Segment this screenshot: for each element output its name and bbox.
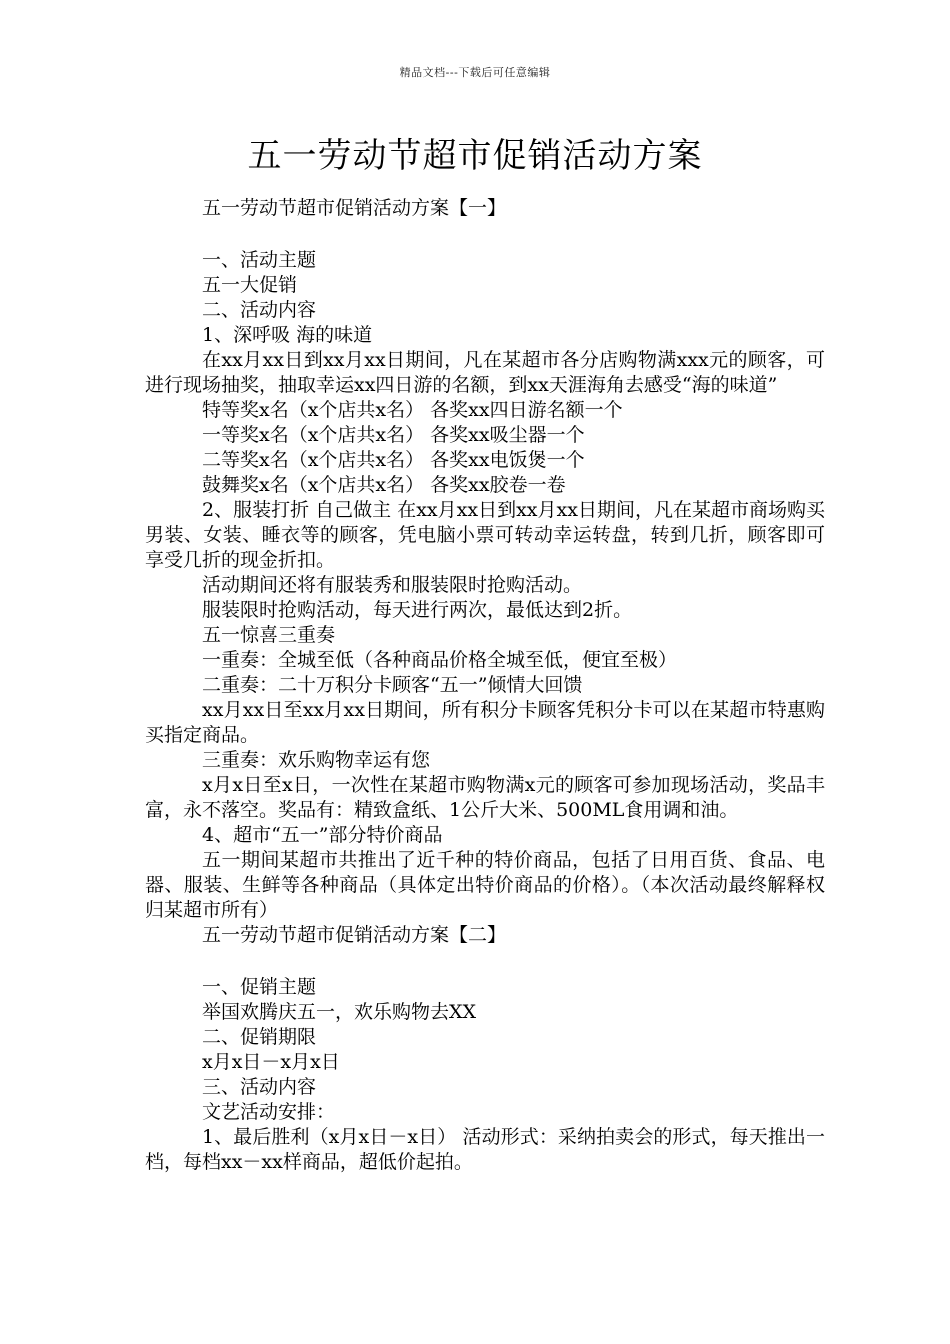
paragraph: 三重奏：欢乐购物幸运有您 (202, 749, 431, 771)
paragraph: 二、促销期限 (202, 1026, 317, 1048)
paragraph: 五一劳动节超市促销活动方案【二】 (202, 924, 507, 946)
paragraph: 服装限时抢购活动，每天进行两次，最低达到2折。 (202, 599, 633, 621)
paragraph: 鼓舞奖x名（x个店共x名） 各奖xx胶卷一卷 (202, 474, 566, 496)
paragraph: 1、最后胜利（x月x日－x日） 活动形式：采纳拍卖会的形式，每天推出一档，每档xx－xx样商品，超低价起拍。 (145, 1126, 825, 1173)
paragraph: 一重奏：全城至低（各种商品价格全城至低，便宜至极） (202, 649, 678, 671)
paragraph: 五一期间某超市共推出了近千种的特价商品，包括了日用百货、食品、电器、服装、生鲜等各种商品（具体定出特价商品的价格）。（本次活动最终解释权归某超市所有） (145, 849, 825, 921)
document-body (145, 196, 825, 1175)
blank-line (145, 221, 825, 248)
paragraph: 二重奏：二十万积分卡顾客“五一”倾情大回馈 (202, 674, 583, 696)
paragraph: 五一劳动节超市促销活动方案【一】 (202, 197, 507, 219)
paragraph: 二、活动内容 (202, 299, 317, 321)
paragraph: 举国欢腾庆五一，欢乐购物去XX (202, 1001, 477, 1023)
paragraph: 1、深呼吸 海的味道 (202, 324, 373, 346)
paragraph: 4、超市“五一”部分特价商品 (202, 824, 443, 846)
paragraph: 一、促销主题 (202, 976, 317, 998)
paragraph: 2、服装打折 自己做主 在xx月xx日到xx月xx日期间，凡在某超市商场购买男装、女装、睡衣等的顾客，凭电脑小票可转动幸运转盘，转到几折，顾客即可享受几折的现金折扣。 (145, 499, 825, 571)
paragraph: 一、活动主题 (202, 249, 317, 271)
paragraph: 文艺活动安排： (202, 1101, 336, 1123)
paragraph: xx月xx日至xx月xx日期间，所有积分卡顾客凭积分卡可以在某超市特惠购买指定商品。 (145, 699, 825, 746)
paragraph: 一等奖x名（x个店共x名） 各奖xx吸尘器一个 (202, 424, 585, 446)
paragraph: x月x日至x日，一次性在某超市购物满x元的顾客可参加现场活动，奖品丰富，永不落空。奖品有：精致盒纸、1公斤大米、500ML食用调和油。 (145, 774, 825, 821)
paragraph: x月x日－x月x日 (202, 1051, 340, 1073)
paragraph: 在xx月xx日到xx月xx日期间，凡在某超市各分店购物满xxx元的顾客，可进行现场抽奖，抽取幸运xx四日游的名额，到xx天涯海角去感受“海的味道” (145, 349, 825, 396)
paragraph: 五一惊喜三重奏 (202, 624, 336, 646)
paragraph: 五一大促销 (202, 274, 298, 296)
paragraph: 二等奖x名（x个店共x名） 各奖xx电饭煲一个 (202, 449, 585, 471)
paragraph: 活动期间还将有服装秀和服装限时抢购活动。 (202, 574, 583, 596)
blank-line (145, 948, 825, 975)
document-title: 五一劳动节超市促销活动方案 (247, 136, 703, 176)
paragraph: 三、活动内容 (202, 1076, 317, 1098)
page-header: 精品文档---下载后可任意编辑 (399, 66, 551, 79)
paragraph: 特等奖x名（x个店共x名） 各奖xx四日游名额一个 (202, 399, 623, 421)
